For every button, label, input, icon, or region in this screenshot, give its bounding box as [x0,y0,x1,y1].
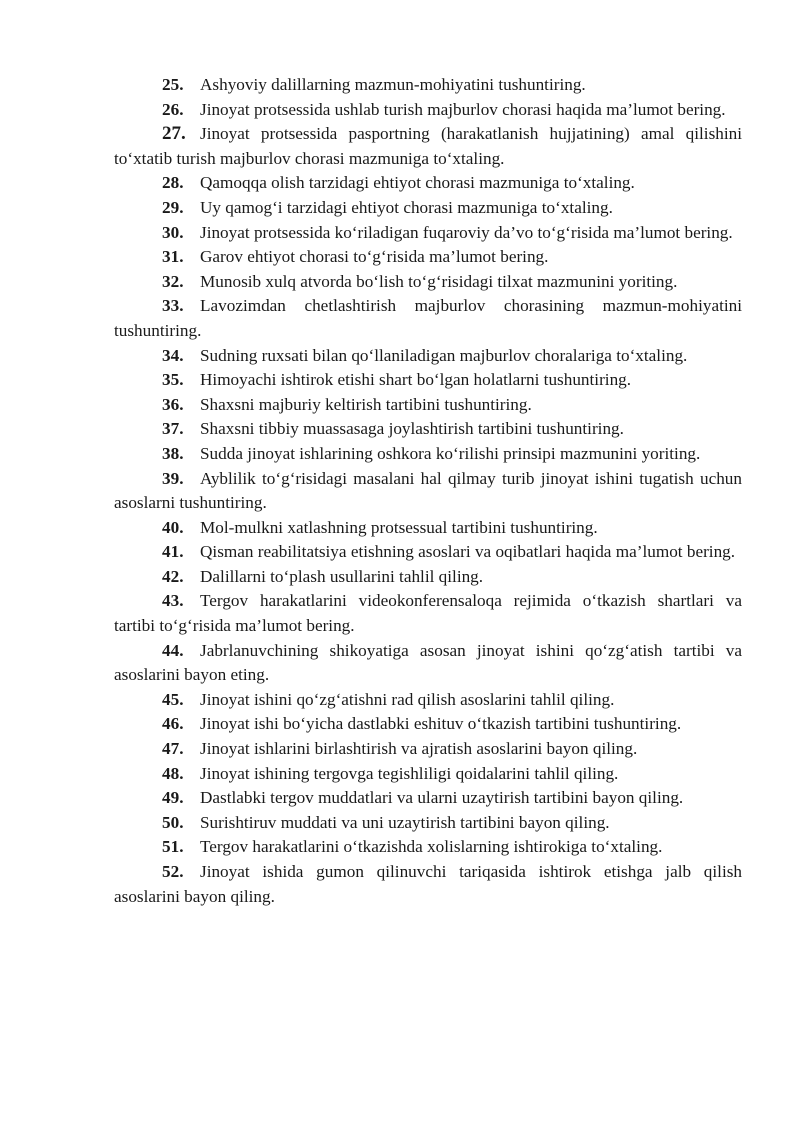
question-item [114,344,742,369]
question-number: 38. [162,443,184,463]
question-text: Sudning ruxsati bilan qo‘llaniladigan majburlov choralariga to‘xtaling. [200,345,688,365]
question-item [114,245,742,270]
question-text: Qisman reabilitatsiya etishning asoslari va oqibatlari haqida ma’lumot bering. [200,542,736,562]
question-text: Shaxsni majburiy keltirish tartibini tushuntiring. [200,394,532,414]
question-number: 49. [162,788,184,808]
question-number: 33. [162,296,184,316]
question-text: Himoyachi ishtirok etishi shart bo‘lgan holatlarni tushuntiring. [200,370,632,390]
question-number: 25. [162,75,184,94]
question-text: Jinoyat protsessida ko‘riladigan fuqaroviy da’vo to‘g‘risida ma’lumot bering. [200,222,733,242]
question-item [114,122,742,171]
question-number: 27. [162,123,186,145]
question-item [114,688,742,713]
question-number: 45. [162,689,184,709]
question-item [114,860,742,909]
question-number: 30. [162,222,184,242]
question-item [114,811,742,836]
question-number: 43. [162,591,184,611]
question-text: Jinoyat ishida gumon qilinuvchi tariqasida ishtirok etishga jalb qilish asoslarini bayon qiling. [114,862,742,906]
question-number: 39. [162,468,184,488]
question-item [114,442,742,467]
question-text: Jinoyat ishining tergovga tegishliligi qoidalarini tahlil qiling. [200,763,619,783]
question-number: 36. [162,394,184,414]
question-text: Surishtiruv muddati va uni uzaytirish tartibini bayon qiling. [200,812,610,832]
question-number: 31. [162,247,184,267]
question-text: Jabrlanuvchining shikoyatiga asosan jinoyat ishini qo‘zg‘atish tartibi va asoslarini bayon eting. [114,640,742,685]
question-number: 48. [162,763,184,783]
question-item [114,98,742,123]
question-text: Shaxsni tibbiy muassasaga joylashtirish tartibini tushuntiring. [200,419,624,439]
question-text: Qamoqqa olish tarzidagi ehtiyot chorasi mazmuniga to‘xtaling. [200,173,635,193]
question-number: 52. [162,862,184,881]
question-item [114,712,742,737]
question-text: Sudda jinoyat ishlarining oshkora ko‘rilishi prinsipi mazmunini yoriting. [200,443,701,463]
question-item [114,221,742,246]
question-item [114,737,742,762]
question-item [114,393,742,418]
question-item [114,589,742,638]
question-item [114,786,742,811]
question-text: Jinoyat ishini qo‘zg‘atishni rad qilish asoslarini tahlil qiling. [200,689,615,709]
question-text: Garov ehtiyot chorasi to‘g‘risida ma’lumot bering. [200,247,549,267]
question-number: 50. [162,812,184,832]
question-text: Jinoyat protsessida pasportning (harakatlanish hujjatining) amal qilishini to‘xtatib turish majburlov chorasi mazmuniga to‘xtaling. [114,124,742,168]
question-text: Ayblilik to‘g‘risidagi masalani hal qilmay turib jinoyat ishini tugatish uchun asoslarni tushuntiring. [114,468,742,513]
question-number: 29. [162,197,184,217]
question-text: Mol-mulkni xatlashning protsessual tartibini tushuntiring. [200,517,598,537]
question-item [114,835,742,860]
question-item [114,196,742,221]
question-item [114,762,742,787]
question-text: Jinoyat protsessida ushlab turish majburlov chorasi haqida ma’lumot bering. [200,99,726,119]
question-text: Lavozimdan chetlashtirish majburlov chorasining mazmun-mohiyatini tushuntiring. [114,296,742,340]
question-item [114,73,742,98]
question-item [114,565,742,590]
question-number: 46. [162,714,184,734]
question-item [114,417,742,442]
question-number: 51. [162,837,184,857]
question-item [114,171,742,196]
question-item [114,639,742,688]
question-number: 26. [162,99,184,119]
question-text: Dalillarni to‘plash usullarini tahlil qiling. [200,566,484,586]
question-text: Tergov harakatlarini o‘tkazishda xolislarning ishtirokiga to‘xtaling. [200,837,663,857]
question-text: Tergov harakatlarini videokonferensaloqa rejimida o‘tkazish shartlari va tartibi to‘g‘risida ma’lumot bering. [114,591,742,636]
question-item [114,294,742,343]
question-item [114,368,742,393]
question-text: Uy qamog‘i tarzidagi ehtiyot chorasi mazmuniga to‘xtaling. [200,197,613,217]
question-text: Ashyoviy dalillarning mazmun-mohiyatini tushuntiring. [200,75,586,94]
question-number: 40. [162,517,184,537]
question-number: 42. [162,566,184,586]
question-number: 28. [162,173,184,193]
question-text: Jinoyat ishlarini birlashtirish va ajratish asoslarini bayon qiling. [200,739,638,759]
question-number: 34. [162,345,184,365]
question-number: 44. [162,640,184,660]
question-list [114,73,742,909]
question-number: 35. [162,370,184,390]
question-text: Jinoyat ishi bo‘yicha dastlabki eshituv o‘tkazish tartibini tushuntiring. [200,714,682,734]
question-item [114,540,742,565]
question-number: 41. [162,542,184,562]
question-number: 32. [162,271,184,291]
question-text: Munosib xulq atvorda bo‘lish to‘g‘risidagi tilxat mazmunini yoriting. [200,271,678,291]
question-number: 47. [162,739,184,759]
question-item [114,516,742,541]
question-item [114,467,742,516]
question-number: 37. [162,419,184,439]
question-text: Dastlabki tergov muddatlari va ularni uzaytirish tartibini bayon qiling. [200,788,684,808]
question-item [114,270,742,295]
